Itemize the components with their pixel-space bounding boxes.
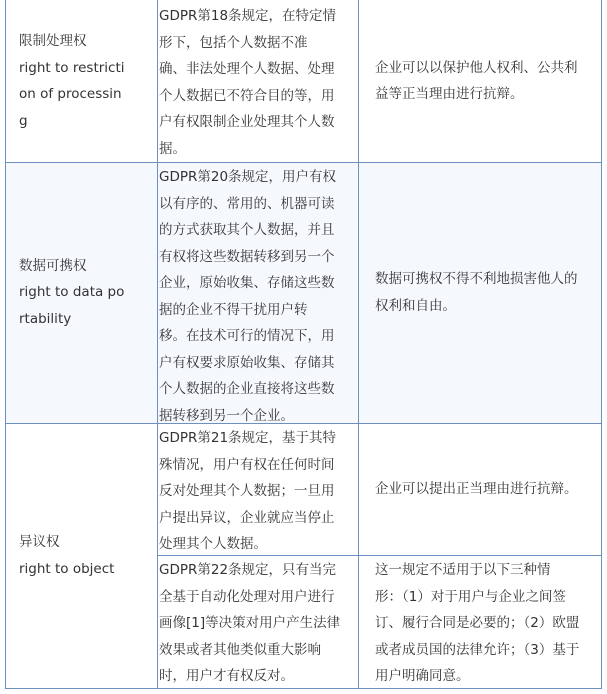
exception-line: 形：（1）对于用户与企业之间签 [375, 588, 566, 605]
exception-cell-article-21 [375, 423, 602, 556]
exception-line: 企业可以以保护他人权利、公共利 [375, 59, 578, 76]
exception-line: 益等正当理由进行抗辩。 [375, 86, 524, 102]
exception-line: 或者成员国的法律允许；（3）基于 [375, 641, 580, 658]
provision-cell-article-21 [159, 425, 355, 558]
provision-line: 个人数据的企业直接将这些数 [159, 381, 335, 397]
table-border-left [5, 0, 6, 689]
row-divider-1 [5, 162, 602, 163]
exception-line: 用户明确同意。 [375, 668, 470, 684]
provision-line: 据。 [159, 140, 186, 157]
provision-line: 殊情况，用户有权在任何时间 [159, 456, 335, 473]
provision-line: 的方式获取其个人数据，并且 [159, 222, 335, 238]
right-name-line: g [19, 112, 28, 129]
right-name-line: rtability [19, 310, 72, 327]
column-divider-1 [157, 0, 158, 689]
provision-line: 画像[1]等决策对用户产生法律 [159, 615, 341, 631]
provision-line: 户有权限制企业处理其个人数 [159, 114, 335, 130]
exception-cell-article-18 [375, 0, 602, 162]
exception-line: 数据可携权不得不利地损害他人的 [375, 271, 578, 287]
exception-line: 企业可以提出正当理由进行抗辩。 [375, 481, 578, 498]
exception-line: 权利和自由。 [375, 297, 456, 314]
provision-cell-article-22 [159, 557, 355, 690]
exception-cell-article-20 [375, 162, 602, 423]
provision-line: GDPR第22条规定，只有当完 [159, 562, 337, 578]
provision-line: 企业，原始收集、存储这些数 [159, 275, 335, 291]
provision-line: 时，用户才有权反对。 [159, 668, 294, 684]
right-name-line: right to object [19, 560, 115, 577]
provision-line: 形下，包括个人数据不准 [159, 34, 308, 51]
provision-line: 处理其个人数据。 [159, 536, 267, 552]
provision-line: 全基于自动化处理对用户进行 [159, 588, 335, 605]
provision-line: 移。在技术可行的情况下，用 [159, 328, 335, 344]
provision-line: 户有权要求原始收集、存储其 [159, 354, 335, 371]
provision-line: 户提出异议，企业就应当停止 [159, 509, 335, 526]
right-name-line: 限制处理权 [19, 33, 87, 49]
right-name-line: right to data po [19, 284, 125, 301]
row-divider-2 [5, 423, 602, 424]
provision-line: 效果或者其他类似重大影响 [159, 641, 321, 658]
exception-line: 这一规定不适用于以下三种情 [375, 562, 551, 578]
right-name-line: on of processin [19, 86, 122, 102]
provision-line: GDPR第18条规定，在特定情 [159, 8, 337, 24]
provision-cell-article-18 [159, 3, 355, 162]
right-name-cell-portability [19, 162, 157, 423]
exception-cell-article-22 [375, 557, 602, 690]
right-name-line: 异议权 [19, 534, 60, 550]
right-name-line: right to restricti [19, 59, 125, 76]
provision-line: GDPR第20条规定，用户有权 [159, 169, 337, 185]
provision-line: 个人数据已不符合目的等，用 [159, 87, 335, 104]
provision-line: 确、非法处理个人数据、处理 [159, 61, 335, 77]
provision-line: 据的企业不得干扰用户转 [159, 301, 308, 318]
exception-line: 订、履行合同是必要的；（2）欧盟 [375, 615, 580, 631]
provision-line: GDPR第21条规定，基于其特 [159, 430, 337, 446]
provision-line: 反对处理其个人数据；一旦用 [159, 483, 335, 499]
right-name-line: 数据可携权 [19, 257, 87, 274]
provision-cell-article-20 [159, 164, 355, 429]
provision-line: 有权将这些数据转移到另一个 [159, 248, 335, 265]
sub-row-divider [157, 555, 602, 556]
table-border-right [601, 0, 602, 689]
table-border-bottom [5, 688, 602, 689]
right-name-cell-object [19, 423, 157, 688]
right-name-cell-restriction [19, 0, 157, 162]
provision-line: 以有序的、常用的、机器可读 [159, 195, 335, 212]
provision-line: 据转移到另一个企业。 [159, 407, 294, 424]
column-divider-2 [358, 0, 359, 689]
